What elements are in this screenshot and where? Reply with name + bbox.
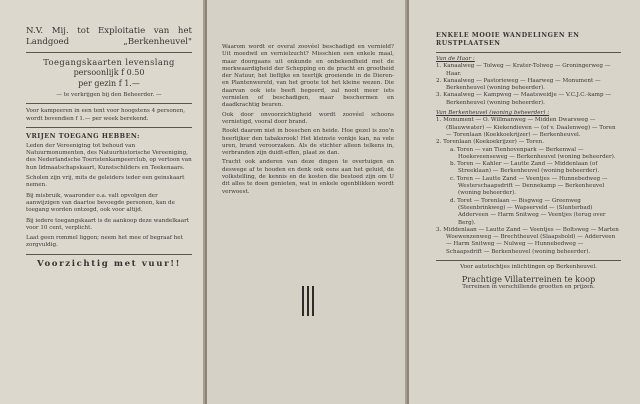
list-item: c. Toren — Lautte Zand — Veentjes — Hunnebedweg — Westerschaapsdrift — Dennekamp — Berkenheuvel (woning beheerder). <box>450 175 608 197</box>
divider <box>26 52 192 53</box>
panel-right-content <box>436 32 621 292</box>
list-item: 3. Middenlaan — Lautte Zand — Veentjes — Boltsweg — Marten Woewenzenweg — Brechtheuvel (Slaapsbold) — Adderveen — Harm Snitweg — Nulweg — Hunnebedweg — Schaapsdrift — Berkenheuvel (woning beheerder). <box>436 226 619 255</box>
estate-name: „Berkenheuvel" <box>123 37 192 47</box>
paragraph-fire: Ook door onvoorzichtigheid wordt zoovéel schoons vernietigd, vooral door brand. <box>222 111 394 125</box>
divider <box>436 260 621 261</box>
list-item: a. Toren — van Tienhovenpark — Berkenwal — Hoekeveenseweg — Berkenheuvel (woning beheerder). <box>450 146 616 160</box>
schools-note: Scholen zijn vrij, mits de geleiders ieder een geinskaart nemen. <box>26 175 185 189</box>
list-item: b. Toren — Kahler — Lautte Zand — Middenlaan (of Streeklaan) — Berkenheuvel (woning beheerder). <box>450 161 600 175</box>
villa-plots-subtitle: Terreinen in verschillende grootten en prijzen. <box>462 284 595 291</box>
litter-note: Laat geen rommel liggen; neem het mee of begraaf het zorgvuldig. <box>26 235 183 249</box>
list-item: 2. Torenlaan (Koekoekrijzer) — Toren. <box>436 139 545 146</box>
sale-note: — te verkrijgen bij den Beheerder. — <box>56 92 162 98</box>
panel-middle <box>207 0 407 404</box>
list-item: 2. Kanaalweg — Pastorieweg — Haarweg — Monument — Berkenheuvel (woning beheerder). <box>436 77 601 92</box>
panel-left <box>0 0 205 404</box>
list-item: 1. Monument — O. Willmanweg — Midden Dwarsweg — (Blauwwater) — Kiekendieven — (of v. Daalenweg) — Toren — Torenlaan (Koekkoekrijzer) — Berkenheuvel. <box>436 117 616 138</box>
fire-warning: Voorzichtig met vuur!! <box>36 258 181 269</box>
fold-line <box>407 0 409 404</box>
list-item: 3. Kanaalweg — Kampweg — Maatsweidje — V.C.J.C.-kamp — Berkenheuvel (woning beheerder). <box>436 92 611 106</box>
divider <box>26 254 192 255</box>
walks-from-berkenheuvel-heading: Van Berkenheuvel (woning beheerder) : <box>436 110 550 117</box>
company-estate-label: Landgoed <box>26 37 70 47</box>
paragraph-others: Tracht ook anderen van deze dingen te overtuigen en deswege af te houden en denk ook eens aan het geluid, de volkstelling, de kennis en de kosten die bestoed zijn om U dit alles te doen genieten, wat in enkele ogenblikken wordt verwoest. <box>222 159 394 195</box>
divider <box>26 127 192 128</box>
list-item: d. Toret — Torenlaan — Bisgweg — Greenweg (Steenbrinkweg) — Wapserveld — (Slunterbad) Adderveen — Harm Snitweg — Veentjes (terug over Berg). <box>450 197 606 226</box>
panel-middle-content <box>222 44 394 198</box>
tickets-title: Toegangskaarten levenslang <box>43 57 175 67</box>
sub-list <box>436 147 621 227</box>
campers-note: Voor kampeeren in een tent voor hoogstens 4 personen, wordt bovendien f 1.— per week berekend. <box>26 108 186 122</box>
price-personal: persoonlijk f 0.50 <box>73 68 145 77</box>
company-line-1: N.V. Mij. tot Exploitatie van het <box>26 26 192 36</box>
company-line-2 <box>26 37 192 48</box>
divider <box>436 52 621 53</box>
price-family: per gezin f 1.— <box>78 78 140 88</box>
decorative-bars <box>302 286 314 316</box>
free-entry-heading: VRIJEN TOEGANG HEBBEN: <box>26 131 140 140</box>
auto-info: Voor autotochtjes inlichtingen op Berkenheuvel. <box>460 264 597 271</box>
walks-from-haar-heading: Van de Haar : <box>436 56 475 62</box>
free-entry-text: Leden der Vereeniging tot behoud van Natuurmonumenten, des Natuurhistorische Vereeniging, des Nederlandsche Toeristenkampeerclub, op vertoon van hun lidmaatschapskaart, Kunstschilders en Teekenaars. <box>26 142 192 171</box>
map-purchase-note: Bij iedere toegangskaart is de aankoop deze wandelkaart voor 10 cent, verplicht. <box>26 217 189 231</box>
panel-left-content <box>26 26 192 269</box>
divider <box>26 103 192 104</box>
villa-plots-title: Prachtige Villaterreinen te koop <box>461 274 596 285</box>
paragraph-damage: Waarom wordt er overal zoovéel beschadigd en vernield? Uit moedwil en vernielzucht? Misschien een enkele maal, maar doorgaans uit onkunde en onbekendheid met de merkwaardigheid der Schepping en de pracht en grootheid der Natuur, het lieflijke en teerlijk groeiende in de Dieren- en Plantenwereld, van het groote tot het kleine wezen. Die daarvan ook iets beeft begeerd, zal nooit meer iets vernielen of beschadigen, maar beschermen en daadkrachtig beuren. <box>222 44 394 109</box>
fold-line <box>205 0 207 404</box>
walks-title: ENKELE MOOIE WANDELINGEN EN RUSTPLAATSEN <box>436 32 580 47</box>
list-item: 1. Kanaalweg — Tolweg — Krater-Tolweg — Groningerweg — Haar. <box>436 63 611 77</box>
misuse-note: Bij misbruik, waaronder o.a. valt opvolgen der aanwijzigen van daartoe bevoegde personen, kan de toegang worden ontzegd, ook voor altijd. <box>26 192 175 214</box>
paragraph-smoking: Rookt daarom niet in bosschen en heide. Hoe gezel is zoo’n heerlijker den tabaksrook! Het kleinste vonkje kan, na vele uren, brand veroorzaken. Als de stichter alleen telkens in, verbranden zijn duidt-effen, plaat ze dan. <box>222 128 394 157</box>
panel-right <box>409 0 640 404</box>
